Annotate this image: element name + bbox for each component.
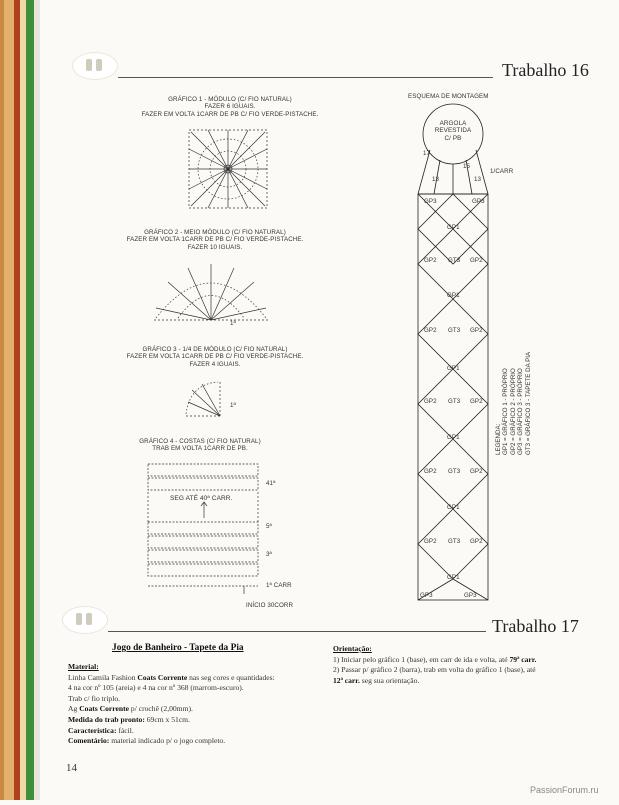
gp2-c-right: GP2 bbox=[470, 398, 483, 405]
gt3-e: GT3 bbox=[448, 538, 461, 545]
grafico4-row5: 5ª bbox=[266, 523, 272, 530]
header-rule-bottom bbox=[108, 631, 486, 632]
trabalho17-orientacao: Orientação: 1) Iniciar pelo gráfico 1 (base), em carr de ida e volta, até 79ª carr. 2) Passar p/ gráfico 2 (barra), trab em volta do gráfico 1 (base), até 12ª carr. seg sua orientação. bbox=[333, 644, 537, 685]
grafico3-chart bbox=[180, 376, 260, 420]
logo-bottom bbox=[62, 606, 108, 634]
grafico2-chart bbox=[148, 258, 278, 330]
gt3-a: GT3 bbox=[448, 257, 461, 264]
grafico3-mark: 1ª bbox=[230, 402, 236, 409]
grafico4-row3: 3ª bbox=[266, 551, 272, 558]
gp1-e: GP1 bbox=[447, 504, 460, 511]
grafico4-caption: GRÁFICO 4 - COSTAS (C/ FIO NATURAL) TRAB EM VOLTA 1CARR DE PB. bbox=[139, 438, 261, 453]
gp2-e-left: GP2 bbox=[424, 538, 437, 545]
grafico4-row41: 41ª bbox=[266, 480, 276, 487]
grafico4-row1: 1ª CARR bbox=[266, 582, 292, 589]
esquema-n17: 17 bbox=[423, 150, 431, 157]
esquema-n13b: 13 bbox=[474, 176, 482, 183]
esquema-n13a: 13 bbox=[432, 176, 440, 183]
esquema-n15: 15 bbox=[463, 163, 471, 170]
gp1-b: GP1 bbox=[447, 292, 460, 299]
gp2-b-right: GP2 bbox=[470, 327, 483, 334]
trabalho17-material: Material: Linha Camila Fashion Coats Corrente nas seg cores e quantidades: 4 na cor nº 105 (areia) e 4 na cor nº 368 (marrom-escuro). Trab c/ fio triplo. Ag Coats Corrente p/ crochê (2,00mm). Medida do trab pronto: 69cm x 51cm. Característica: fácil. Comentário: material indicado p/ o jogo completo. bbox=[68, 662, 275, 746]
gt3-d: GT3 bbox=[448, 468, 461, 475]
grafico1-caption: GRÁFICO 1 - MÓDULO (C/ FIO NATURAL) FAZER 6 IGUAIS. FAZER EM VOLTA 1CARR DE PB C/ FIO VERDE-PISTACHE. bbox=[141, 96, 319, 118]
gp2-e-right: GP2 bbox=[470, 538, 483, 545]
watermark: PassionForum.ru bbox=[530, 785, 599, 795]
header-rule-top bbox=[118, 77, 493, 78]
esquema-title: ESQUEMA DE MONTAGEM bbox=[408, 93, 489, 100]
page-title-16: Trabalho 16 bbox=[502, 60, 589, 80]
esquema-diagram bbox=[412, 100, 496, 604]
grafico2-mark: 1ª bbox=[230, 320, 236, 327]
grafico3-caption: GRÁFICO 3 - 1/4 DE MÓDULO (C/ FIO NATURAL) FAZER EM VOLTA 1CARR DE PB C/ FIO VERDE-PISTACHE. FAZER 4 IGUAIS. bbox=[126, 346, 304, 368]
grafico1-chart bbox=[183, 124, 273, 216]
page-title-17: Trabalho 17 bbox=[492, 616, 579, 636]
gt3-c: GT3 bbox=[448, 398, 461, 405]
gp2-a-left: GP2 bbox=[424, 257, 437, 264]
gp2-d-left: GP2 bbox=[424, 468, 437, 475]
gp1-d: GP1 bbox=[447, 434, 460, 441]
book-spine bbox=[0, 0, 40, 800]
trabalho17-heading: Jogo de Banheiro - Tapete da Pia bbox=[112, 643, 244, 653]
argola-label: ARGOLA REVESTIDA C/ PB bbox=[434, 120, 472, 142]
esquema-legenda: LEGENDA: GP1 = GRÁFICO 1 - PRÓPRIO GP2 = GRÁFICO 2 - PRÓPRIO GP3 = GRÁFICO 3 - PRÓPRIO GT3 = GRÁFICO 3 - TAPETE DA PIA bbox=[495, 351, 532, 455]
gp1-f: GP1 bbox=[447, 574, 460, 581]
grafico2-caption: GRÁFICO 2 - MEIO MÓDULO (C/ FIO NATURAL) FAZER EM VOLTA 1CARR DE PB C/ FIO VERDE-PISTACHE. FAZER 10 IGUAIS. bbox=[126, 229, 304, 251]
gp2-b-left: GP2 bbox=[424, 327, 437, 334]
gp3-bottom-right: GP3 bbox=[464, 592, 477, 599]
gp1-a: GP1 bbox=[447, 224, 460, 231]
gp1-c: GP1 bbox=[447, 365, 460, 372]
gp2-d-right: GP2 bbox=[470, 468, 483, 475]
grafico4-inicio: INÍCIO 30CORR bbox=[246, 602, 294, 609]
grafico4-seg-label: SEG ATÉ 40ª CARR. bbox=[170, 495, 233, 502]
gp3-bottom-left: GP3 bbox=[420, 592, 433, 599]
gp2-a-right: GP2 bbox=[470, 257, 483, 264]
logo-top bbox=[72, 52, 118, 80]
gp2-c-left: GP2 bbox=[424, 398, 437, 405]
esquema-carr: 1/CARR bbox=[490, 168, 514, 175]
page-number: 14 bbox=[66, 762, 77, 774]
grafico4-chart bbox=[144, 460, 272, 598]
gp3-top-left: GP3 bbox=[424, 198, 437, 205]
gt3-b: GT3 bbox=[448, 327, 461, 334]
gp3-top-right: GP3 bbox=[472, 198, 485, 205]
